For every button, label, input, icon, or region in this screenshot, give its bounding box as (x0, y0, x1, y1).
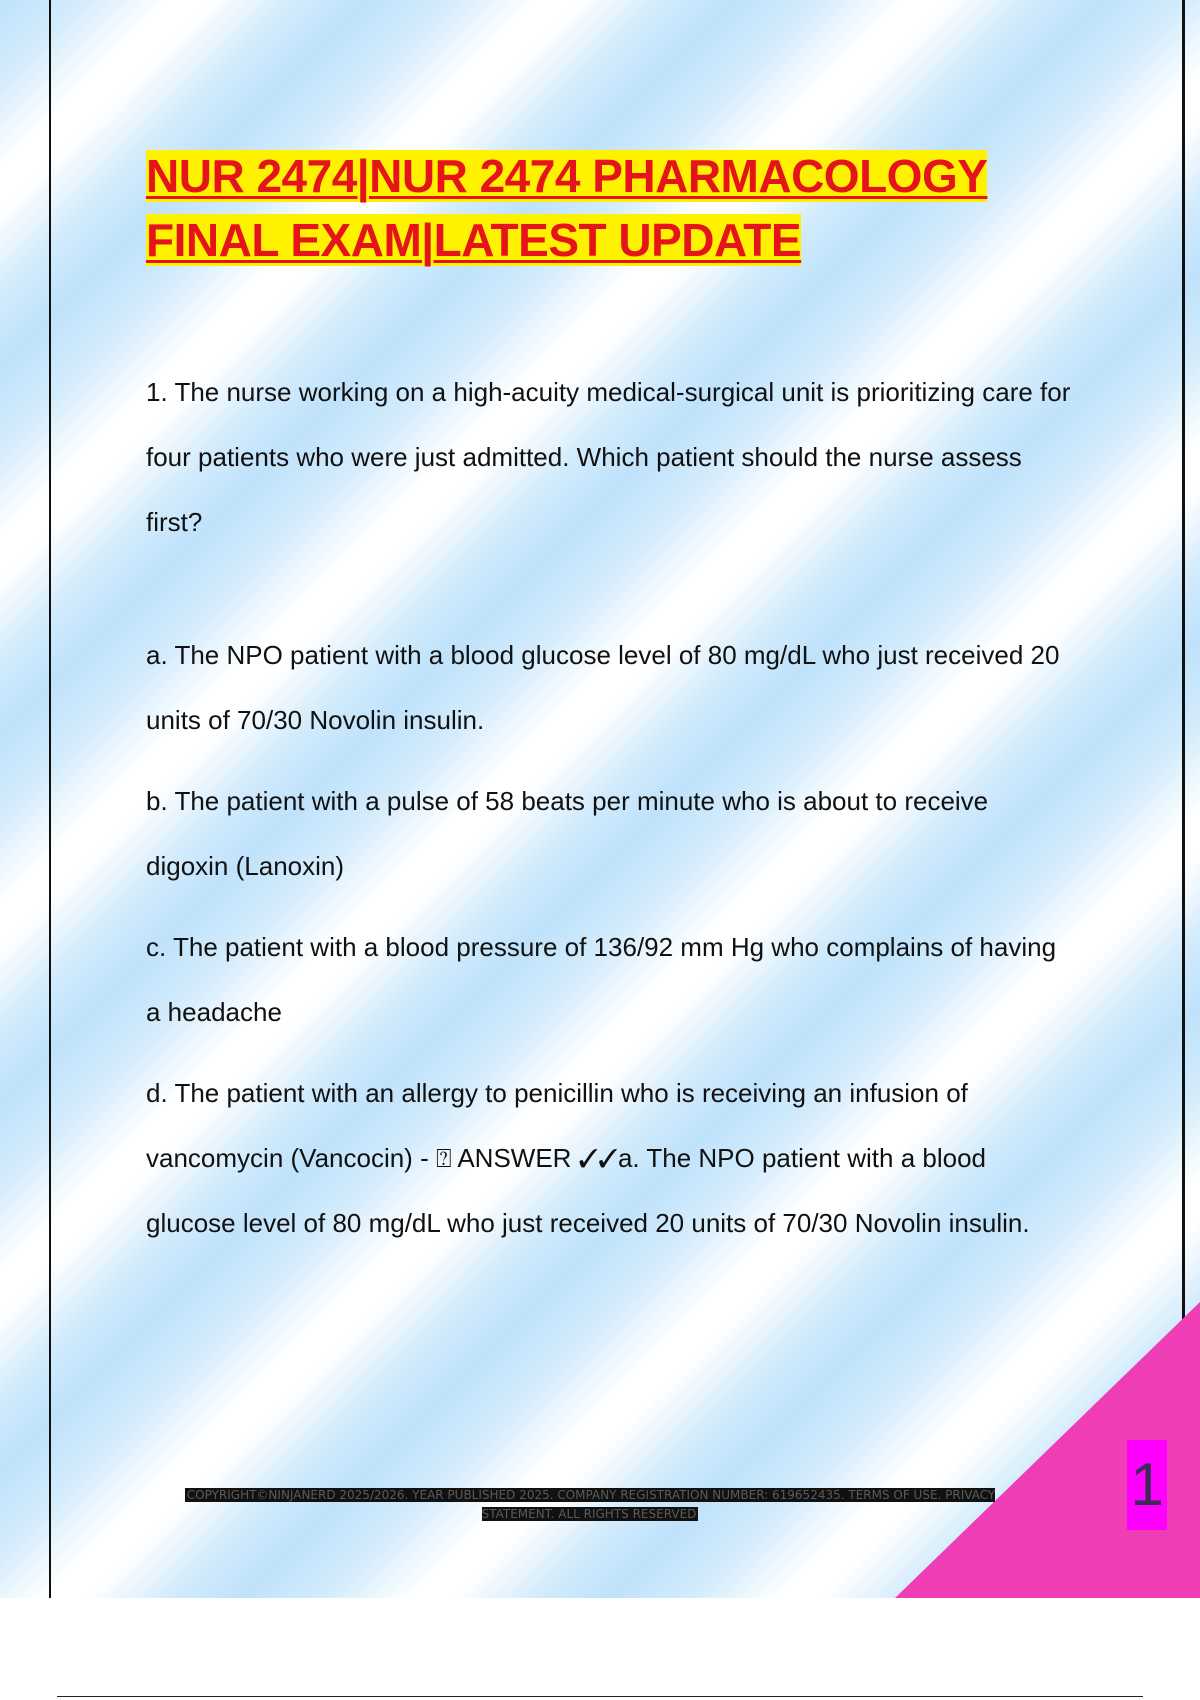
copyright-text: COPYRIGHT©NINJANERD 2025/2026. YEAR PUBLISHED 2025. COMPANY REGISTRATION NUMBER: 619652435. TERMS OF USE. PRIVACY STATEMENT. ALL RIGHTS RESERVED (186, 1488, 996, 1521)
answer-options (146, 623, 1076, 1256)
option-c: c. The patient with a blood pressure of 136/92 mm Hg who complains of having a headache (146, 932, 1057, 1027)
question-text: 1. The nurse working on a high-acuity medical-surgical unit is prioritizing care for four patients who were just admitted. Which patient should the nurse assess first? (146, 377, 1071, 537)
option-a: a. The NPO patient with a blood glucose level of 80 mg/dL who just received 20 units of 70/30 Novolin insulin. (146, 640, 1060, 735)
bottom-divider (57, 1696, 1143, 1697)
title-line-1: NUR 2474|NUR 2474 PHARMACOLOGY (146, 150, 988, 202)
option-b: b. The patient with a pulse of 58 beats per minute who is about to receive digoxin (Lanoxin) (146, 786, 989, 881)
option-d-with-answer: d. The patient with an allergy to penicillin who is receiving an infusion of vancomycin (Vancocin) - ⍰ ANSWER ✓✓a. The NPO patient with a blood glucose level of 80 mg/dL who just received 20 units of 70/30 Novolin insulin. (146, 1078, 1030, 1238)
title-line-2: FINAL EXAM|LATEST UPDATE (146, 214, 802, 266)
page-number: 1 (1127, 1440, 1167, 1530)
document-title (146, 144, 1076, 272)
question-block (146, 360, 1076, 1272)
copyright-footer (170, 1486, 1010, 1524)
left-border-line (49, 0, 51, 1598)
